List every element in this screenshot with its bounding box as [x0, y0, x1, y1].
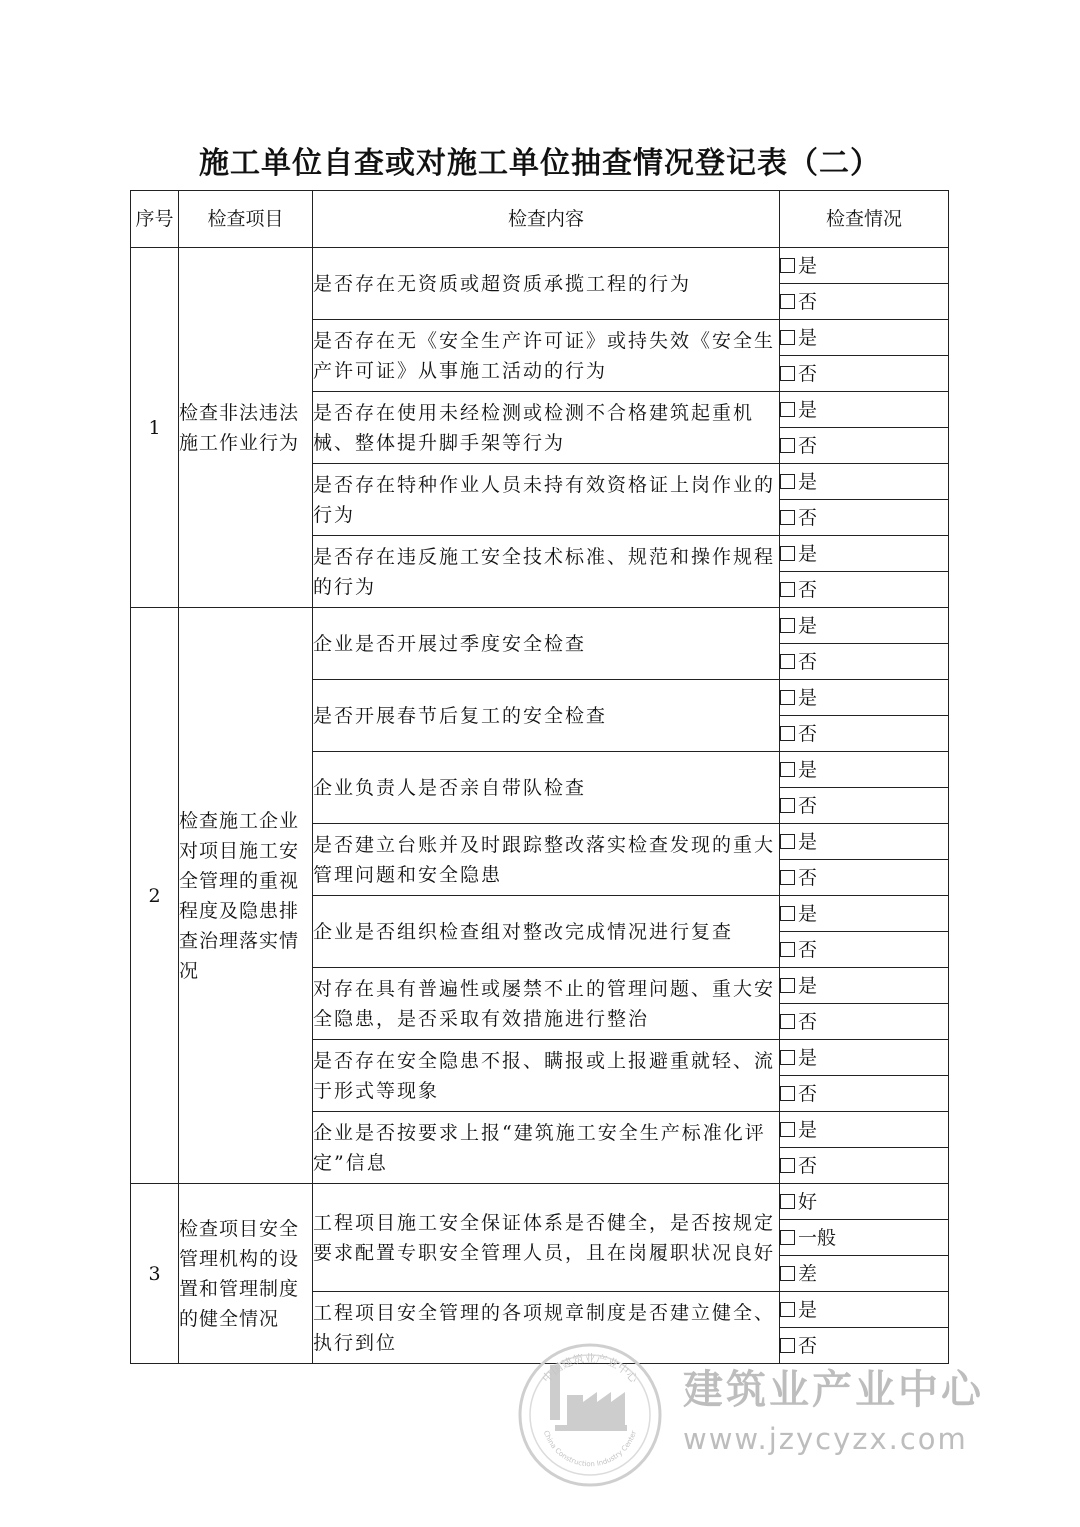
header-item: 检查项目	[179, 191, 313, 248]
check-content: 工程项目施工安全保证体系是否健全，是否按规定要求配置专职安全管理人员，且在岗履职状况良好	[313, 1184, 780, 1292]
option-no[interactable]	[780, 1148, 949, 1184]
option-label: 否	[798, 722, 818, 745]
checkbox-icon[interactable]	[780, 510, 795, 525]
checkbox-icon[interactable]	[780, 474, 795, 489]
header-seq: 序号	[131, 191, 179, 248]
checkbox-icon[interactable]	[780, 654, 795, 669]
checkbox-icon[interactable]	[780, 762, 795, 777]
option-yes[interactable]	[780, 320, 949, 356]
section-item: 检查项目安全管理机构的设置和管理制度的健全情况	[179, 1184, 313, 1364]
checkbox-icon[interactable]	[780, 618, 795, 633]
option-label: 是	[798, 1298, 818, 1321]
option-label: 否	[798, 434, 818, 457]
register-table	[130, 190, 949, 1364]
option-label: 是	[798, 1118, 818, 1141]
check-content: 是否开展春节后复工的安全检查	[313, 680, 780, 752]
checkbox-icon[interactable]	[780, 942, 795, 957]
check-content: 是否存在使用未经检测或检测不合格建筑起重机械、整体提升脚手架等行为	[313, 392, 780, 464]
option-label: 是	[798, 398, 818, 421]
check-content: 企业是否按要求上报“建筑施工安全生产标准化评定”信息	[313, 1112, 780, 1184]
header-row	[131, 191, 949, 248]
check-content: 工程项目安全管理的各项规章制度是否建立健全、执行到位	[313, 1292, 780, 1364]
option-yes[interactable]	[780, 608, 949, 644]
check-content: 企业是否组织检查组对整改完成情况进行复查	[313, 896, 780, 968]
option-label: 否	[798, 506, 818, 529]
option-label: 否	[798, 362, 818, 385]
option-no[interactable]	[780, 356, 949, 392]
option-label: 是	[798, 902, 818, 925]
option-label: 否	[798, 866, 818, 889]
checkbox-icon[interactable]	[780, 978, 795, 993]
option-yes[interactable]	[780, 1040, 949, 1076]
check-content: 是否建立台账并及时跟踪整改落实检查发现的重大管理问题和安全隐患	[313, 824, 780, 896]
checkbox-icon[interactable]	[780, 834, 795, 849]
checkbox-icon[interactable]	[780, 1230, 795, 1245]
check-content: 企业是否开展过季度安全检查	[313, 608, 780, 680]
option-label: 是	[798, 470, 818, 493]
table-row	[131, 608, 949, 644]
option-label: 否	[798, 794, 818, 817]
option-label: 是	[798, 614, 818, 637]
check-content: 企业负责人是否亲自带队检查	[313, 752, 780, 824]
option-no[interactable]	[780, 932, 949, 968]
checkbox-icon[interactable]	[780, 1122, 795, 1137]
option-yes[interactable]	[780, 392, 949, 428]
option-no[interactable]	[780, 572, 949, 608]
checkbox-icon[interactable]	[780, 906, 795, 921]
checkbox-icon[interactable]	[780, 582, 795, 597]
watermark-name: 建筑业产业中心	[683, 1367, 984, 1413]
option-label: 否	[798, 1334, 818, 1357]
checkbox-icon[interactable]	[780, 1266, 795, 1281]
checkbox-icon[interactable]	[780, 1194, 795, 1209]
section-number: 2	[131, 608, 179, 1184]
option-no[interactable]	[780, 500, 949, 536]
checkbox-icon[interactable]	[780, 330, 795, 345]
check-content: 是否存在无《安全生产许可证》或持失效《安全生产许可证》从事施工活动的行为	[313, 320, 780, 392]
option-label: 好	[798, 1190, 818, 1213]
section-item: 检查非法违法施工作业行为	[179, 248, 313, 608]
checkbox-icon[interactable]	[780, 1050, 795, 1065]
option-no[interactable]	[780, 716, 949, 752]
check-content: 是否存在无资质或超资质承揽工程的行为	[313, 248, 780, 320]
section-number: 3	[131, 1184, 179, 1364]
checkbox-icon[interactable]	[780, 366, 795, 381]
watermark-url: www.jzycyzx.com	[683, 1422, 968, 1456]
svg-text:中国建筑业产业中心: 中国建筑业产业中心	[539, 1352, 641, 1386]
watermark	[515, 1340, 984, 1490]
option-label: 否	[798, 290, 818, 313]
option-label: 是	[798, 1046, 818, 1069]
checkbox-icon[interactable]	[780, 726, 795, 741]
option-yes[interactable]	[780, 896, 949, 932]
checkbox-icon[interactable]	[780, 690, 795, 705]
option-label: 否	[798, 1082, 818, 1105]
option-yes[interactable]	[780, 248, 949, 284]
option-label: 否	[798, 938, 818, 961]
check-content: 是否存在特种作业人员未持有效资格证上岗作业的行为	[313, 464, 780, 536]
checkbox-icon[interactable]	[780, 546, 795, 561]
option-label: 否	[798, 1154, 818, 1177]
option-yes[interactable]	[780, 824, 949, 860]
option-label: 是	[798, 830, 818, 853]
option-yes[interactable]	[780, 680, 949, 716]
option-no[interactable]	[780, 788, 949, 824]
option-label: 是	[798, 542, 818, 565]
option-label: 是	[798, 974, 818, 997]
seal-logo-icon	[515, 1340, 665, 1490]
section-number: 1	[131, 248, 179, 608]
check-content: 对存在具有普遍性或屡禁不止的管理问题、重大安全隐患，是否采取有效措施进行整治	[313, 968, 780, 1040]
checkbox-icon[interactable]	[780, 1014, 795, 1029]
option-label: 差	[798, 1262, 818, 1285]
checkbox-icon[interactable]	[780, 402, 795, 417]
option-no[interactable]	[780, 860, 949, 896]
checkbox-icon[interactable]	[780, 438, 795, 453]
checkbox-icon[interactable]	[780, 798, 795, 813]
checkbox-icon[interactable]	[780, 870, 795, 885]
table-row	[131, 1184, 949, 1220]
option-label: 是	[798, 686, 818, 709]
option-label: 是	[798, 326, 818, 349]
header-content: 检查内容	[313, 191, 780, 248]
check-content: 是否存在违反施工安全技术标准、规范和操作规程的行为	[313, 536, 780, 608]
option-good[interactable]	[780, 1184, 949, 1220]
option-label: 一般	[798, 1226, 837, 1249]
option-label: 否	[798, 578, 818, 601]
option-yes[interactable]	[780, 464, 949, 500]
checkbox-icon[interactable]	[780, 1158, 795, 1173]
option-no[interactable]	[780, 284, 949, 320]
option-label: 是	[798, 758, 818, 781]
option-no[interactable]	[780, 428, 949, 464]
header-status: 检查情况	[780, 191, 949, 248]
checkbox-icon[interactable]	[780, 294, 795, 309]
option-poor[interactable]	[780, 1256, 949, 1292]
option-label: 否	[798, 650, 818, 673]
option-no[interactable]	[780, 644, 949, 680]
option-label: 是	[798, 254, 818, 277]
table-row	[131, 248, 949, 284]
page-title: 施工单位自查或对施工单位抽查情况登记表（二）	[199, 146, 881, 181]
checkbox-icon[interactable]	[780, 1302, 795, 1317]
svg-text:China Construction Industry Ce: China Construction Industry Center	[541, 1429, 639, 1469]
option-yes[interactable]	[780, 1112, 949, 1148]
option-no[interactable]	[780, 1076, 949, 1112]
option-fair[interactable]	[780, 1220, 949, 1256]
check-content: 是否存在安全隐患不报、瞒报或上报避重就轻、流于形式等现象	[313, 1040, 780, 1112]
section-item: 检查施工企业对项目施工安全管理的重视程度及隐患排查治理落实情况	[179, 608, 313, 1184]
option-yes[interactable]	[780, 752, 949, 788]
option-no[interactable]	[780, 1004, 949, 1040]
option-yes[interactable]	[780, 536, 949, 572]
option-label: 否	[798, 1010, 818, 1033]
checkbox-icon[interactable]	[780, 258, 795, 273]
checkbox-icon[interactable]	[780, 1086, 795, 1101]
option-yes[interactable]	[780, 1292, 949, 1328]
option-yes[interactable]	[780, 968, 949, 1004]
